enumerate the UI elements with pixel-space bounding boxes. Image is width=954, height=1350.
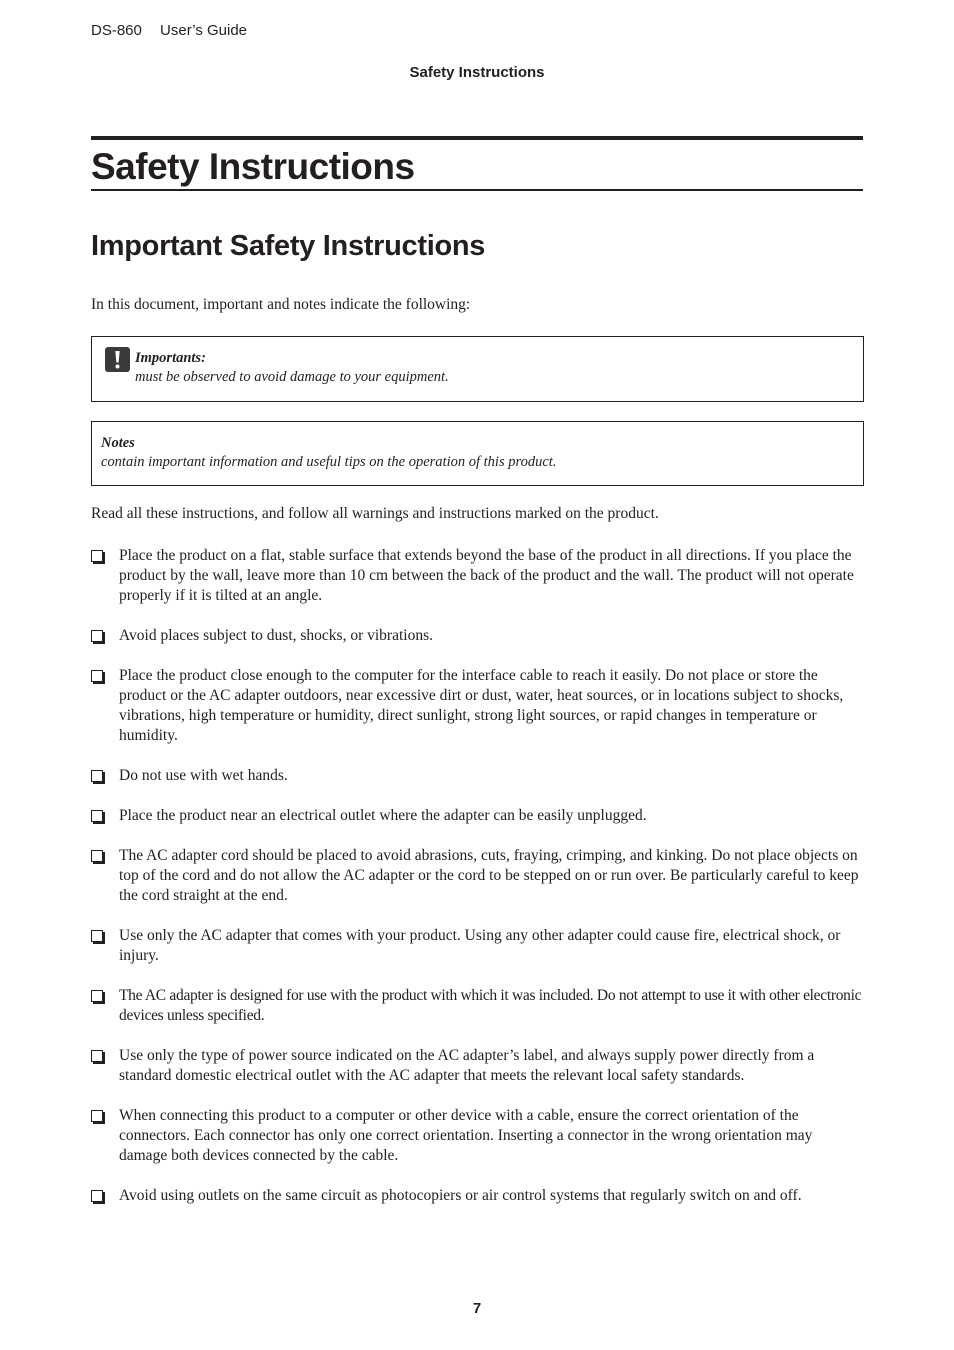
list-item: Avoid places subject to dust, shocks, or vibrations. <box>91 626 864 646</box>
checkbox-bullet-icon <box>91 550 103 562</box>
list-item: The AC adapter is designed for use with the product with which it was included. Do not attempt to use it with other electronic devices unless specified. <box>91 986 864 1026</box>
section-title: Important Safety Instructions <box>91 230 486 262</box>
notes-text: contain important information and useful tips on the operation of this product. <box>101 454 557 470</box>
list-item: Place the product near an electrical outlet where the adapter can be easily unplugged. <box>91 806 864 826</box>
header-section: Safety Instructions <box>409 64 545 81</box>
list-item: Use only the AC adapter that comes with your product. Using any other adapter could cause fire, electrical shock, or injury. <box>91 926 864 966</box>
safety-list <box>91 546 864 1226</box>
important-text: must be observed to avoid damage to your equipment. <box>135 369 449 385</box>
checkbox-bullet-icon <box>91 930 103 942</box>
read-all-text: Read all these instructions, and follow all warnings and instructions marked on the product. <box>91 505 659 522</box>
checkbox-bullet-icon <box>91 850 103 862</box>
list-item: Use only the type of power source indicated on the AC adapter’s label, and always supply power directly from a standard domestic electrical outlet with the AC adapter that meets the relevant local safety standards. <box>91 1046 864 1086</box>
checkbox-bullet-icon <box>91 810 103 822</box>
list-item: Place the product on a flat, stable surface that extends beyond the base of the product in all directions. If you place the product by the wall, leave more than 10 cm between the back of the product and the wall. The product will not operate properly if it is tilted at an angle. <box>91 546 864 606</box>
notes-label: Notes <box>101 435 135 451</box>
list-item: The AC adapter cord should be placed to avoid abrasions, cuts, fraying, crimping, and kinking. Do not place objects on top of the cord and do not allow the AC adapter or the cord to be stepped on or run over. Be particularly careful to keep the cord straight at the end. <box>91 846 864 906</box>
notes-box <box>91 421 864 486</box>
page-number: 7 <box>472 1300 482 1317</box>
list-item: Avoid using outlets on the same circuit as photocopiers or air control systems that regularly switch on and off. <box>91 1186 864 1206</box>
header-model: DS-860 <box>91 22 142 39</box>
list-item: When connecting this product to a computer or other device with a cable, ensure the correct orientation of the connectors. Each connector has only one correct orientation. Inserting a connector in the wrong orientation may damage both devices connected by the cable. <box>91 1106 864 1166</box>
chapter-title: Safety Instructions <box>91 146 415 187</box>
running-header <box>91 22 247 39</box>
intro-text: In this document, important and notes indicate the following: <box>91 296 471 313</box>
exclamation-icon <box>105 347 130 372</box>
header-guide: User’s Guide <box>160 22 248 39</box>
important-box <box>91 336 864 402</box>
checkbox-bullet-icon <box>91 770 103 782</box>
checkbox-bullet-icon <box>91 1110 103 1122</box>
important-label: Importants: <box>135 350 206 366</box>
list-item: Place the product close enough to the computer for the interface cable to reach it easily. Do not place or store the product or the AC adapter outdoors, near excessive dirt or dust, water, heat sources, or in locations subject to shocks, vibrations, high temperature or humidity, direct sunlight, strong light sources, or rapid changes in temperature or humidity. <box>91 666 864 746</box>
chapter-title-block <box>91 136 863 191</box>
checkbox-bullet-icon <box>91 1050 103 1062</box>
checkbox-bullet-icon <box>91 670 103 682</box>
checkbox-bullet-icon <box>91 990 103 1002</box>
list-item: Do not use with wet hands. <box>91 766 864 786</box>
checkbox-bullet-icon <box>91 1190 103 1202</box>
checkbox-bullet-icon <box>91 630 103 642</box>
